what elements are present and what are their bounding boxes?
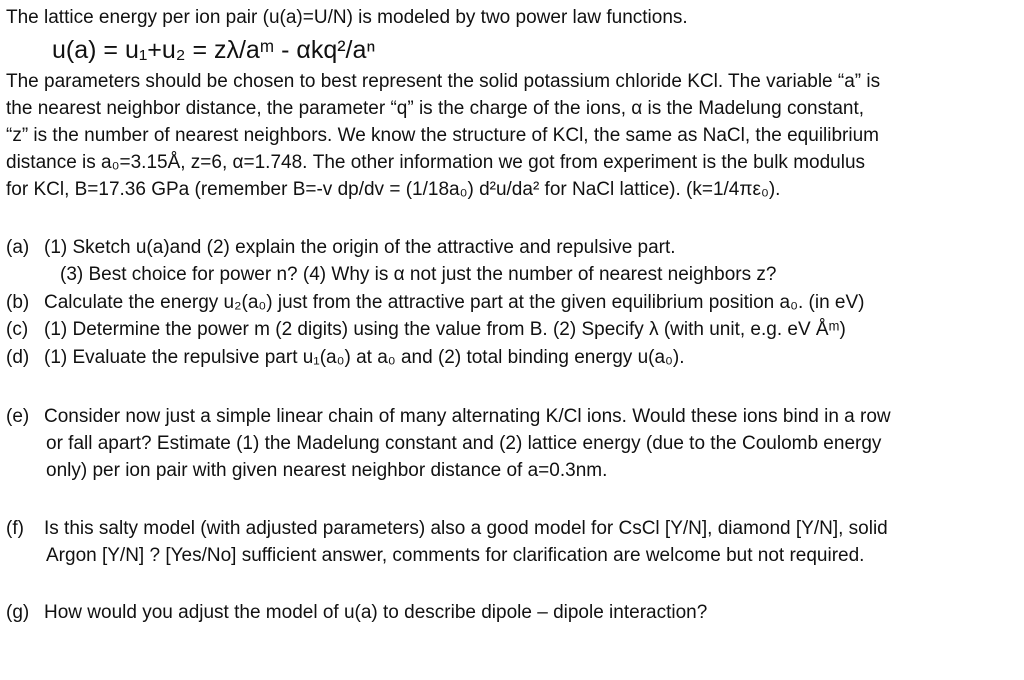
question-a [6, 236, 676, 260]
question-e-label: (e) [6, 406, 30, 427]
intro-line-6: for KCl, B=17.36 GPa (remember B=-v dp/dv = (1/18a₀) d²u/da² for NaCl lattice). (k=1/4πε₀). [6, 179, 781, 200]
question-f-label: (f) [6, 518, 24, 539]
question-a-text-1: (1) Sketch u(a)and (2) explain the origin of the attractive and repulsive part. [44, 237, 676, 258]
question-d-label: (d) [6, 347, 30, 368]
question-g-label: (g) [6, 602, 30, 623]
question-e-text-2: or fall apart? Estimate (1) the Madelung constant and (2) lattice energy (due to the Coulomb energy [46, 433, 882, 454]
question-a-text-2: (3) Best choice for power n? (4) Why is α not just the number of nearest neighbors z? [60, 264, 777, 285]
question-g [6, 601, 707, 625]
question-c [6, 318, 846, 342]
question-e [6, 405, 891, 429]
question-f [6, 517, 888, 541]
question-c-label: (c) [6, 319, 29, 340]
intro-line-1: The lattice energy per ion pair (u(a)=U/N) is modeled by two power law functions. [6, 7, 688, 28]
intro-line-5: distance is a₀=3.15Å, z=6, α=1.748. The other information we got from experiment is the bulk modulus [6, 152, 866, 173]
question-f-text-1: Is this salty model (with adjusted parameters) also a good model for CsCl [Y/N], diamond [Y/N], solid [44, 518, 888, 539]
intro-line-4: “z” is the number of nearest neighbors. We know the structure of KCl, the same as NaCl, the equilibrium [6, 125, 879, 146]
question-b [6, 291, 865, 315]
question-e-text-3: only) per ion pair with given nearest neighbor distance of a=0.3nm. [46, 460, 608, 481]
energy-equation: u(a) = u₁+u₂ = zλ/aᵐ - αkq²/aⁿ [52, 36, 376, 64]
question-e-text-1: Consider now just a simple linear chain of many alternating K/Cl ions. Would these ions bind in a row [44, 406, 891, 427]
question-b-label: (b) [6, 292, 30, 313]
question-f-text-2: Argon [Y/N] ? [Yes/No] sufficient answer, comments for clarification are welcome but not required. [46, 545, 865, 566]
question-c-text: (1) Determine the power m (2 digits) using the value from B. (2) Specify λ (with unit, e.g. eV Åᵐ) [44, 319, 846, 340]
question-d-text: (1) Evaluate the repulsive part u₁(a₀) at a₀ and (2) total binding energy u(a₀). [44, 347, 685, 368]
intro-line-3: the nearest neighbor distance, the parameter “q” is the charge of the ions, α is the Madelung constant, [6, 98, 865, 119]
question-b-text: Calculate the energy u₂(a₀) just from the attractive part at the given equilibrium position a₀. (in eV) [44, 292, 865, 313]
intro-line-2: The parameters should be chosen to best represent the solid potassium chloride KCl. The variable “a” is [6, 71, 881, 92]
question-d [6, 346, 685, 370]
question-g-text: How would you adjust the model of u(a) to describe dipole – dipole interaction? [44, 602, 708, 623]
question-a-label: (a) [6, 237, 30, 258]
